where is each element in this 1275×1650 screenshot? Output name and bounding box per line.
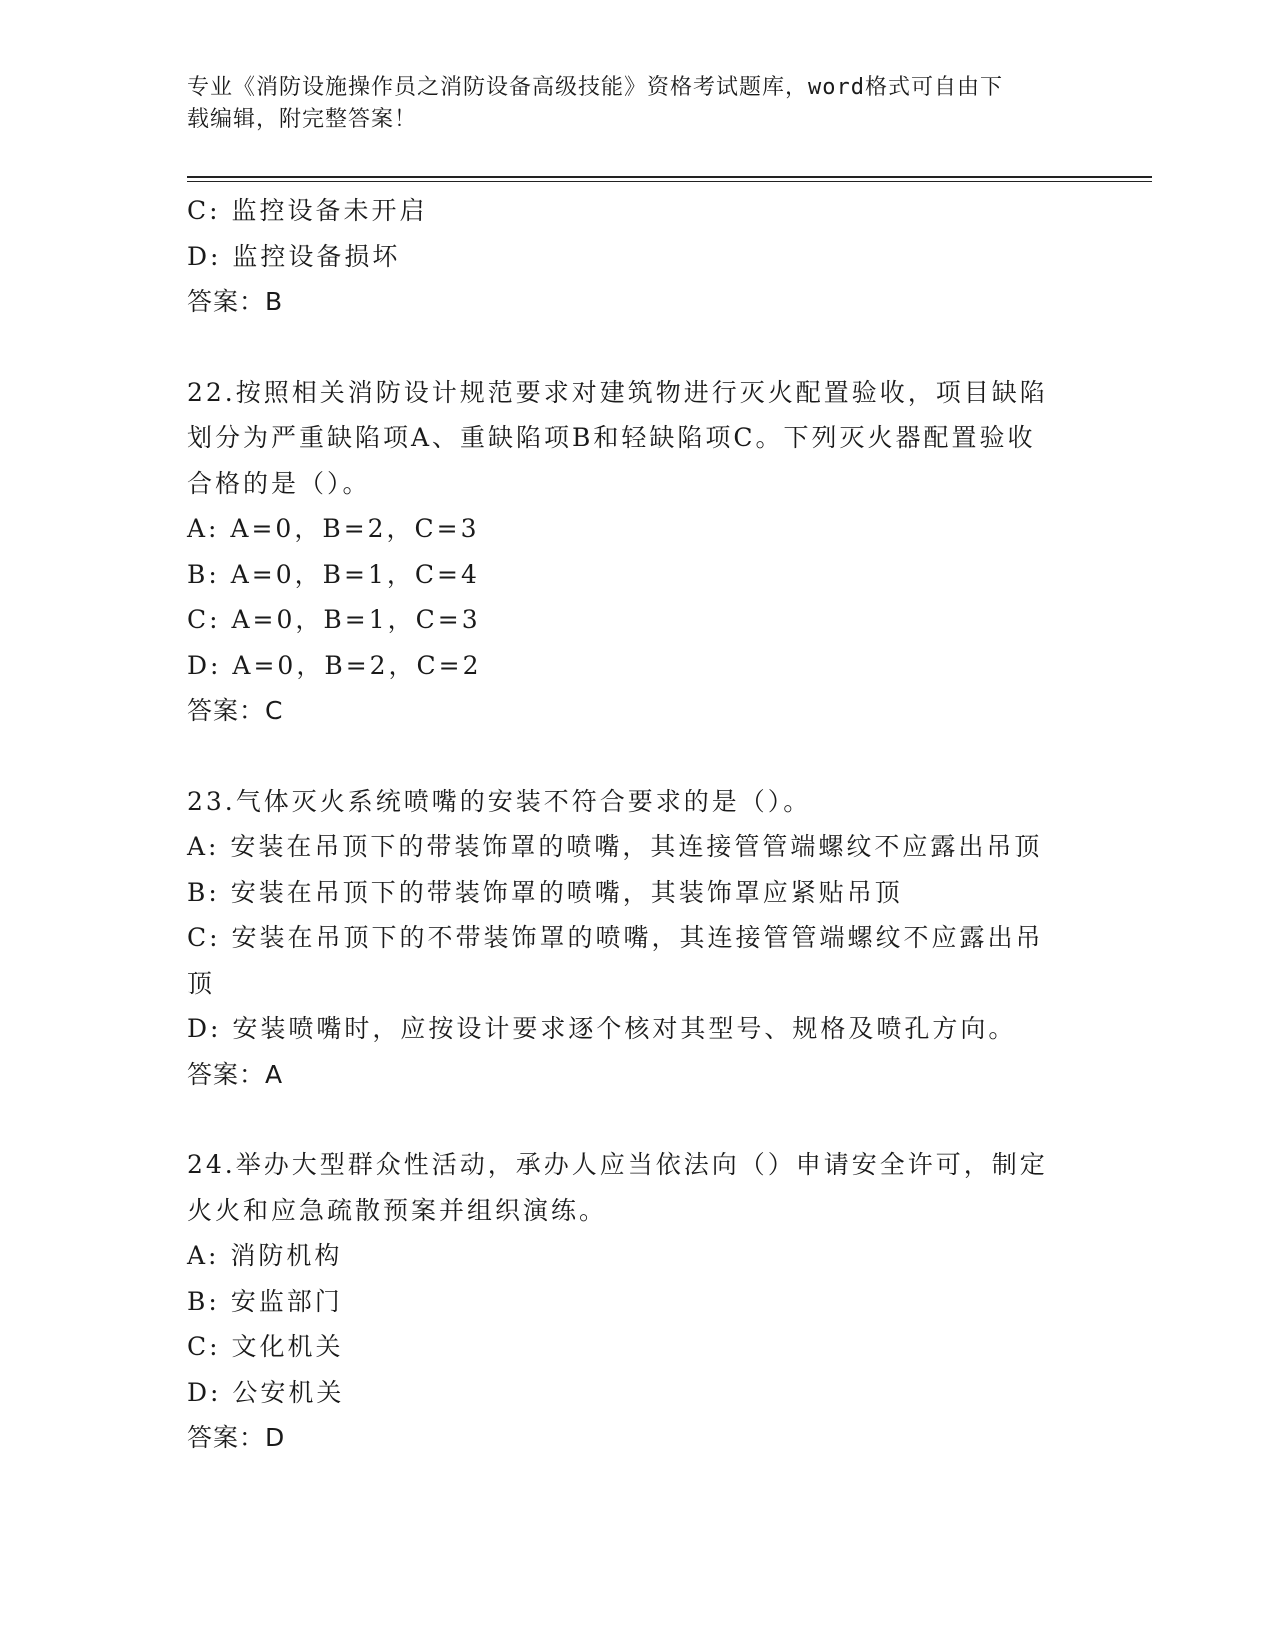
question-24 (187, 1142, 1087, 1461)
question-22 (187, 370, 1087, 734)
question-21-tail (187, 188, 1087, 325)
answer-line: 答案：A (187, 1059, 284, 1089)
option-c: C: 监控设备未开启 (187, 196, 428, 225)
option-b: B: 安监部门 (187, 1286, 343, 1316)
option-c: C: A=0，B=1，C=3 (187, 605, 481, 634)
option-d: D: 公安机关 (187, 1377, 345, 1407)
option-d: D: A=0，B=2，C=2 (187, 650, 482, 680)
answer-line: 答案：D (187, 1423, 286, 1452)
header-divider (187, 176, 1152, 182)
header-line-1: 专业《消防设施操作员之消防设备高级技能》资格考试题库，word格式可自由下 (187, 75, 1003, 100)
question-text-line: 24.举办大型群众性活动，承办人应当依法向（）申请安全许可，制定 (187, 1150, 1048, 1179)
question-text-line: 划分为严重缺陷项A、重缺陷项B和轻缺陷项C。下列灭火器配置验收 (187, 423, 1036, 452)
option-c-continued: 顶 (187, 968, 216, 998)
answer-line: 答案：C (187, 696, 284, 725)
question-text-line: 火火和应急疏散预案并组织演练。 (187, 1195, 608, 1225)
option-a: A: A=0，B=2，C=3 (187, 514, 480, 543)
question-23 (187, 779, 1087, 1098)
document-header (187, 72, 1067, 136)
option-c: C: 安装在吊顶下的不带装饰罩的喷嘴，其连接管管端螺纹不应露出吊 (187, 923, 1044, 952)
option-d: D: 安装喷嘴时，应按设计要求逐个核对其型号、规格及喷孔方向。 (187, 1014, 1017, 1043)
question-text-line: 23.气体灭火系统喷嘴的安装不符合要求的是（）。 (187, 786, 812, 816)
question-text-line: 22.按照相关消防设计规范要求对建筑物进行灭火配置验收，项目缺陷 (187, 377, 1048, 407)
question-content (187, 188, 1087, 1461)
option-a: A: 消防机构 (187, 1241, 343, 1270)
header-line-2: 载编辑，附完整答案！ (187, 107, 418, 132)
question-text-line: 合格的是（）。 (187, 468, 371, 498)
option-c: C: 文化机关 (187, 1332, 344, 1361)
option-a: A: 安装在吊顶下的带装饰罩的喷嘴，其连接管管端螺纹不应露出吊顶 (187, 832, 1043, 861)
answer-line: 答案：B (187, 287, 284, 316)
option-d: D: 监控设备损坏 (187, 241, 401, 271)
option-b: B: 安装在吊顶下的带装饰罩的喷嘴，其装饰罩应紧贴吊顶 (187, 877, 903, 907)
option-b: B: A=0，B=1，C=4 (187, 559, 480, 589)
